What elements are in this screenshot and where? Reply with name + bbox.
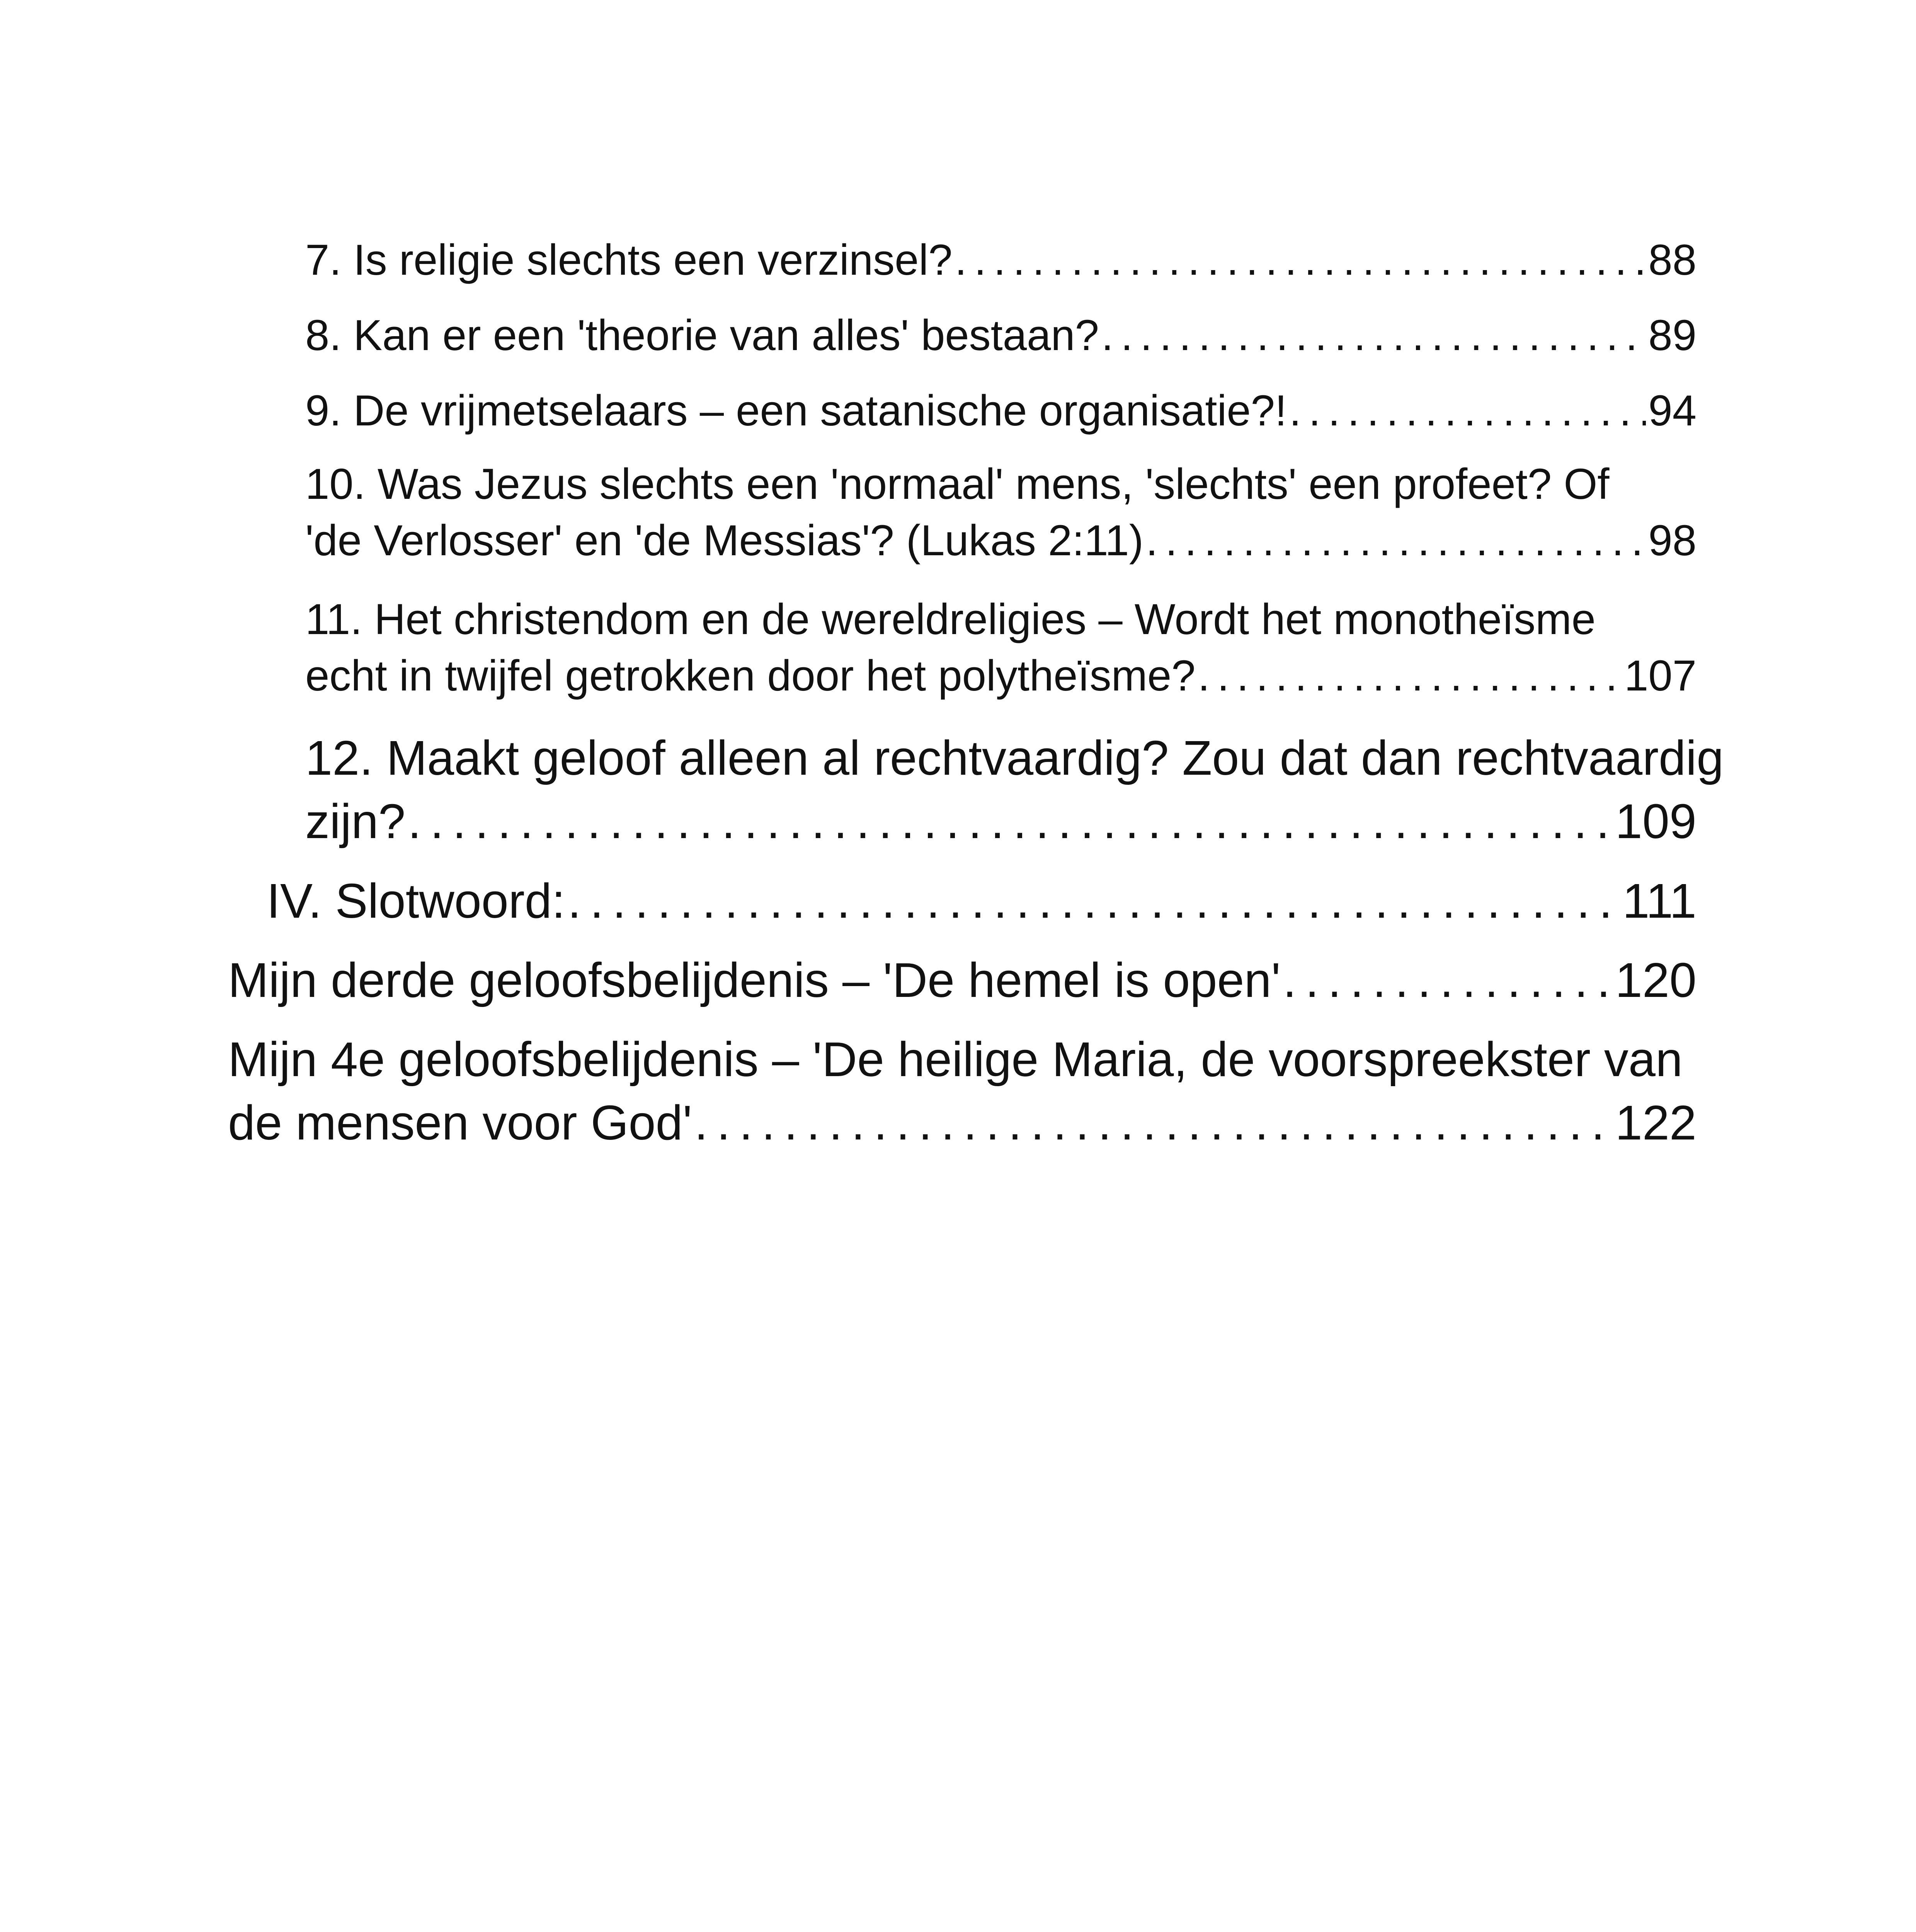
- toc-entry-title: IV. Slotwoord:: [267, 874, 565, 928]
- toc-line: [305, 232, 1696, 288]
- dot-leader: [1101, 307, 1646, 364]
- toc-line: [305, 790, 1696, 853]
- toc-entry-10[interactable]: [305, 456, 1696, 568]
- dot-leader: [1198, 648, 1622, 704]
- toc-entry-title: echt in twijfel getrokken door het polytheïsme?: [305, 651, 1196, 700]
- dot-leader: [1283, 949, 1613, 1012]
- toc-entry-7[interactable]: [305, 232, 1696, 288]
- dot-leader: [568, 869, 1620, 933]
- toc-entry-title: 7. Is religie slechts een verzinsel?: [305, 236, 953, 284]
- toc-entry-page: 88: [1648, 236, 1696, 284]
- toc-entry-page: 94: [1648, 386, 1696, 435]
- toc-entry-page: 107: [1624, 651, 1696, 700]
- toc-entry-page: 120: [1615, 953, 1696, 1007]
- toc-line: [228, 949, 1696, 1012]
- toc-entry-title-line: 10. Was Jezus slechts een 'normaal' mens, 'slechts' een profeet? Of: [305, 460, 1610, 508]
- toc-entry-page: 111: [1622, 874, 1696, 928]
- toc-entry-8[interactable]: [305, 307, 1696, 364]
- toc-line: [228, 1091, 1696, 1155]
- dot-leader: [408, 790, 1613, 853]
- toc-entry-page: 109: [1615, 794, 1696, 849]
- toc-line: [267, 869, 1696, 933]
- toc-entry-9[interactable]: [305, 383, 1696, 439]
- toc-entry-page: 122: [1615, 1095, 1696, 1150]
- dot-leader: [1146, 512, 1646, 569]
- toc-entry-page: 98: [1648, 516, 1696, 565]
- toc-entry-4e-geloofsbelijdenis[interactable]: [228, 1028, 1696, 1155]
- toc-entry-title-line: 11. Het christendom en de wereldreligies – Wordt het monotheïsme: [305, 595, 1596, 643]
- dot-leader: [694, 1091, 1613, 1155]
- toc-line: [305, 648, 1696, 704]
- toc-entry-slotwoord[interactable]: [267, 869, 1696, 933]
- toc-entry-12[interactable]: [305, 726, 1724, 853]
- dot-leader: [1289, 383, 1646, 439]
- toc-entry-derde-geloofsbelijdenis[interactable]: [228, 949, 1696, 1012]
- toc-entry-title: Mijn derde geloofsbelijdenis – 'De hemel is open': [228, 953, 1281, 1007]
- toc-entry-title: 9. De vrijmetselaars – een satanische organisatie?!: [305, 386, 1287, 435]
- dot-leader: [955, 232, 1646, 288]
- toc-line: [305, 383, 1696, 439]
- toc-entry-title: 'de Verlosser' en 'de Messias'? (Lukas 2:11): [305, 516, 1144, 565]
- toc-entry-title: zijn?: [305, 794, 406, 849]
- toc-entry-page: 89: [1648, 311, 1696, 359]
- toc-entry-title: de mensen voor God': [228, 1095, 692, 1150]
- toc-entry-title-line: 12. Maakt geloof alleen al rechtvaardig? Zou dat dan rechtvaardig: [305, 731, 1724, 785]
- toc-line: [305, 512, 1696, 569]
- toc-entry-title: 8. Kan er een 'theorie van alles' bestaan?: [305, 311, 1099, 359]
- toc-line: [305, 307, 1696, 364]
- toc-entry-title-line: Mijn 4e geloofsbelijdenis – 'De heilige Maria, de voorspreekster van: [228, 1032, 1683, 1087]
- toc-entry-11[interactable]: [305, 591, 1696, 704]
